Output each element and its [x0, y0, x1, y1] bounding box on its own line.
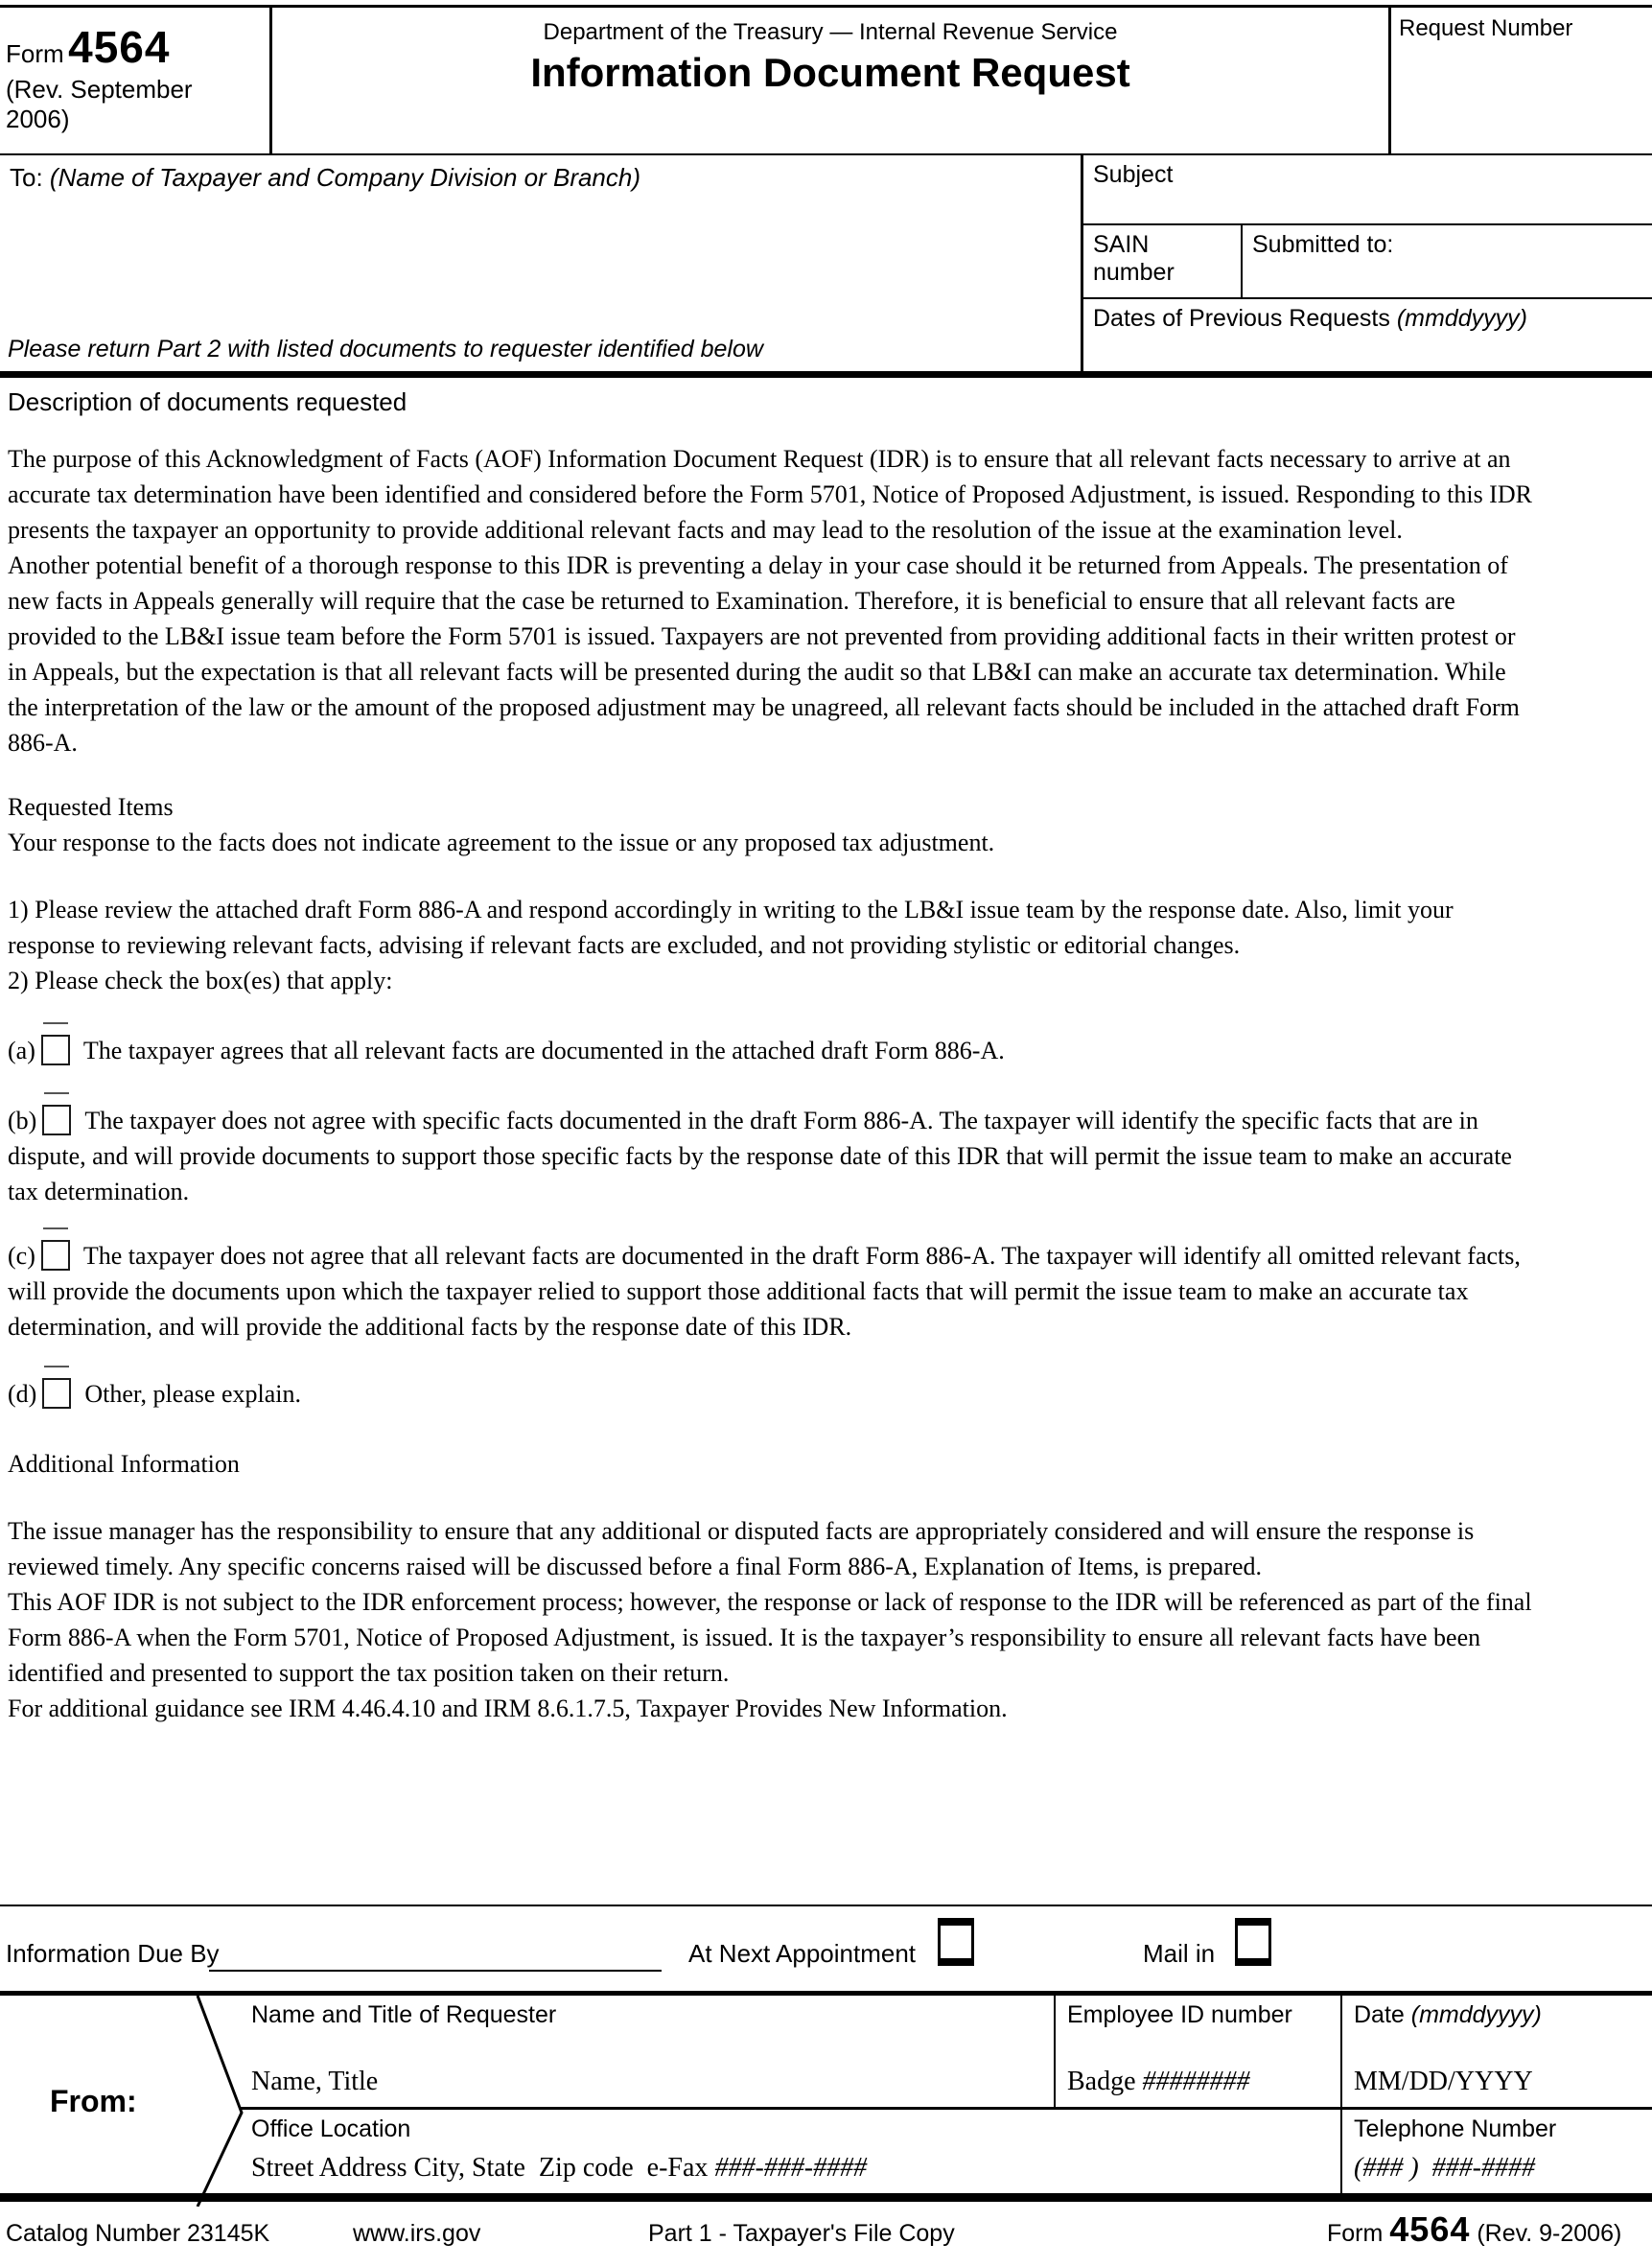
date-value[interactable]: MM/DD/YYYY	[1354, 2067, 1533, 2096]
additional-info-heading: Additional Information	[8, 1450, 240, 1478]
return-note: Please return Part 2 with listed documents to requester identified below	[8, 336, 763, 362]
catalog-number: Catalog Number 23145K	[6, 2220, 270, 2247]
checkbox-a-text: The taxpayer agrees that all relevant facts are documented in the attached draft Form 886-A.	[82, 1037, 1005, 1064]
form-number: 4564	[68, 22, 171, 72]
from-row-1	[240, 1996, 1652, 2110]
request-number-cell	[1388, 8, 1652, 153]
footer-form-line	[1327, 2209, 1646, 2250]
item-1-paragraph: 1) Please review the attached draft Form 886-A and respond accordingly in writing to the LB&I issue team by the response date. Also, limit your response to reviewing relevant facts, advising if relevant facts are excluded, and not providing stylistic or editorial changes.	[8, 896, 1454, 959]
to-cell	[0, 155, 1081, 371]
previous-requests-cell	[1083, 299, 1652, 371]
previous-requests-label-line	[1093, 305, 1642, 333]
form-word: Form	[6, 39, 64, 68]
checkbox-at-next-appointment[interactable]	[938, 1918, 974, 1966]
additional-paragraph-3: For additional guidance see IRM 4.46.4.10 and IRM 8.6.1.7.5, Taxpayer Provides New Information.	[8, 1694, 1008, 1722]
employee-id-prefix: Badge	[1067, 2067, 1143, 2096]
sain-field[interactable]	[1093, 287, 1231, 292]
mail-in-label: Mail in	[1143, 1939, 1216, 1968]
checkbox-b[interactable]	[42, 1105, 71, 1135]
previous-requests-label: Dates of Previous Requests	[1093, 305, 1397, 332]
sain-cell	[1083, 225, 1243, 297]
item-2-paragraph: 2) Please check the box(es) that apply:	[8, 967, 393, 994]
checkbox-c-text: The taxpayer does not agree that all relevant facts are documented in the draft Form 886-A. The taxpayer will identify all omitted relevant facts, will provide the documents upon which the taxpayer relied to support those additional facts that will permit the issue team to make an accurate tax determination, and will provide the additional facts by the response date of this IDR.	[8, 1242, 1521, 1341]
checkbox-d[interactable]	[42, 1378, 71, 1409]
checkbox-d-letter: (d)	[8, 1380, 37, 1408]
to-label: To:	[10, 163, 43, 192]
subject-cell	[1083, 155, 1652, 225]
subject-label: Subject	[1093, 161, 1174, 188]
from-row-2	[240, 2110, 1652, 2193]
from-grid	[240, 1996, 1652, 2193]
form-title-block	[272, 8, 1388, 153]
submitted-to-cell	[1243, 225, 1652, 297]
requester-name-cell	[240, 1996, 1054, 2107]
sain-row	[1083, 225, 1652, 299]
from-label: From:	[50, 2084, 137, 2118]
requester-name-label: Name and Title of Requester	[251, 2001, 557, 2028]
irs-website: www.irs.gov	[353, 2220, 481, 2247]
checkbox-mail-in[interactable]	[1235, 1918, 1271, 1966]
sain-label: SAIN number	[1093, 231, 1175, 286]
office-location-prefix: Street Address City, State Zip code e-Fax	[251, 2153, 715, 2183]
office-location-value[interactable]	[251, 2153, 1329, 2184]
submitted-to-label: Submitted to:	[1252, 231, 1394, 258]
checkbox-a-letter: (a)	[8, 1037, 35, 1064]
telephone-cell	[1340, 2110, 1652, 2193]
checkbox-item-c	[8, 1238, 1537, 1344]
checkbox-b-letter: (b)	[8, 1107, 37, 1134]
information-due-by-field[interactable]	[209, 1970, 662, 1972]
checkbox-a[interactable]	[41, 1035, 70, 1065]
form-header	[0, 5, 1652, 155]
page-footer	[0, 2202, 1652, 2250]
footer-form-revision: (Rev. 9-2006)	[1470, 2220, 1622, 2247]
addressee-row	[0, 155, 1652, 378]
employee-id-value[interactable]	[1067, 2067, 1329, 2097]
date-format: (mmddyyyy)	[1410, 2001, 1542, 2028]
form-revision: (Rev. September 2006)	[6, 75, 193, 133]
checkbox-item-a	[8, 1033, 1537, 1068]
requested-items-heading: Requested Items	[8, 793, 174, 821]
department-line: Department of the Treasury — Internal Revenue Service	[543, 19, 1118, 45]
information-due-row	[0, 1905, 1652, 1991]
checkbox-b-text: The taxpayer does not agree with specific facts documented in the draft Form 886-A. The taxpayer will identify the specific facts that are in dispute, and will provide documents to support those specific facts by the response date of this IDR that will permit the issue team to make an accurate tax determination.	[8, 1107, 1512, 1205]
telephone-value[interactable]: (### ) ###-####	[1354, 2153, 1535, 2183]
employee-id-label: Employee ID number	[1067, 2001, 1292, 2028]
previous-requests-format: (mmddyyyy)	[1396, 305, 1527, 332]
checkbox-item-d	[8, 1376, 1537, 1412]
office-efax-hashes: ###-###-####	[714, 2153, 868, 2183]
employee-id-hashes: ########	[1142, 2067, 1250, 2096]
appeals-paragraph: Another potential benefit of a thorough response to this IDR is preventing a delay in your case should it be returned from Appeals. The presentation of new facts in Appeals generally will require that the case be returned to Examination. Therefore, it is beneficial to ensure that all relevant facts are provided to the LB&I issue team before the Form 5701 is issued. Taxpayers are not prevented from providing additional facts in their written protest or in Appeals, but the expectation is that all relevant facts will be presented during the audit so that LB&I can make an accurate tax determination. While the interpretation of the law or the amount of the proposed adjustment may be unagreed, all relevant facts should be included in the attached draft Form 886-A.	[8, 551, 1520, 757]
at-next-appointment-label: At Next Appointment	[688, 1939, 917, 1968]
to-line	[10, 163, 1071, 193]
form-number-block	[0, 8, 272, 153]
employee-id-cell	[1054, 1996, 1340, 2107]
subject-field[interactable]	[1093, 189, 1642, 218]
checkbox-c-letter: (c)	[8, 1242, 35, 1270]
purpose-paragraph: The purpose of this Acknowledgment of Facts (AOF) Information Document Request (IDR) is to ensure that all relevant facts necessary to arrive at an accurate tax determination have been identified and considered before the Form 5701, Notice of Proposed Adjustment, is issued. Responding to this IDR presents the taxpayer an opportunity to provide additional relevant facts and may lead to the resolution of the issue at the examination level.	[8, 445, 1532, 544]
footer-form-word: Form	[1327, 2220, 1390, 2247]
submitted-to-field[interactable]	[1252, 259, 1642, 292]
checkbox-c[interactable]	[41, 1240, 70, 1271]
to-hint: (Name of Taxpayer and Company Division or Branch)	[49, 163, 641, 192]
page-title: Information Document Request	[530, 50, 1130, 95]
part-copy-label: Part 1 - Taxpayer's File Copy	[648, 2220, 955, 2247]
request-number-label: Request Number	[1399, 15, 1573, 41]
form-number-line	[6, 21, 262, 73]
information-due-by-label: Information Due By	[6, 1939, 220, 1968]
date-label-line	[1354, 2001, 1640, 2029]
date-cell	[1340, 1996, 1652, 2107]
previous-requests-field[interactable]	[1093, 333, 1642, 365]
additional-paragraph-1: The issue manager has the responsibility to ensure that any additional or disputed facts are appropriately considered and will ensure the response is reviewed timely. Any specific concerns raised will be discussed before a final Form 886-A, Explanation of Items, is prepared.	[8, 1517, 1475, 1580]
office-location-label: Office Location	[251, 2115, 411, 2142]
request-number-field[interactable]	[1399, 42, 1644, 146]
from-block	[0, 1991, 1652, 2202]
date-label: Date	[1354, 2001, 1411, 2028]
requester-name-value[interactable]: Name, Title	[251, 2067, 379, 2096]
telephone-label: Telephone Number	[1354, 2115, 1557, 2142]
checkbox-d-text: Other, please explain.	[84, 1380, 301, 1408]
additional-paragraph-2: This AOF IDR is not subject to the IDR enforcement process; however, the response or lack of response to the IDR will be referenced as part of the final Form 886-A when the Form 5701, Notice of Proposed Adjustment, is issued. It is the taxpayer’s responsibility to ensure all relevant facts have been identified and presented to support the tax position taken on their return.	[8, 1588, 1532, 1687]
checkbox-item-b	[8, 1103, 1537, 1209]
requested-items-note: Your response to the facts does not indicate agreement to the issue or any proposed tax adjustment.	[8, 829, 995, 856]
office-location-cell	[240, 2110, 1340, 2193]
subject-column	[1081, 155, 1652, 371]
footer-form-number: 4564	[1389, 2209, 1471, 2249]
description-section-label: Description of documents requested	[8, 387, 407, 416]
description-body	[0, 428, 1652, 1905]
